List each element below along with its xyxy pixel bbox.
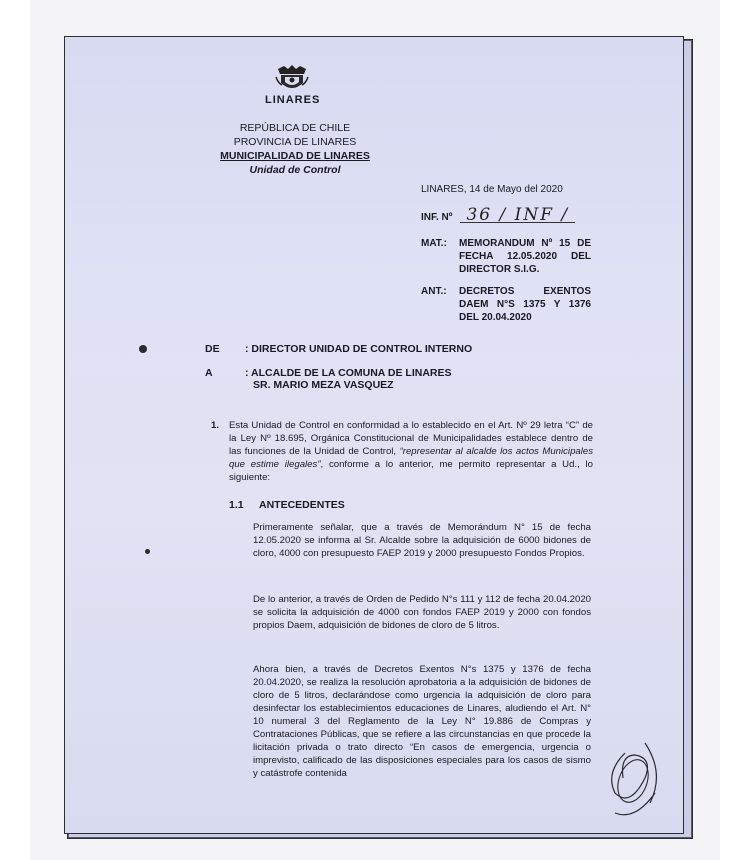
punch-hole-mark: [145, 549, 150, 554]
municipality-line: MUNICIPALIDAD DE LINARES: [220, 150, 370, 162]
intro-quote: “representar al alcalde los actos Municipales que estime ilegales”: [229, 446, 594, 470]
to-value-line1: : ALCALDE DE LA COMUNA DE LINARES: [245, 367, 452, 379]
to-label: A: [205, 367, 213, 379]
intro-text-a: Esta Unidad de Control en conformidad a lo establecido en el Art. Nº 29 letra “C” de la Ley Nº 18.695, Orgánica Constitucional de Municipalidades establece dentro de las funciones de la Unidad de Control,: [229, 420, 593, 457]
municipal-logo: [265, 65, 319, 106]
document-page: [64, 36, 684, 834]
from-line: [205, 343, 472, 355]
coat-of-arms-icon: [274, 65, 310, 93]
background-label: ANT.:: [421, 286, 447, 297]
section-title: ANTECEDENTES: [259, 499, 345, 511]
signature-scribble-icon: [595, 733, 675, 823]
background-block: [421, 285, 591, 324]
country-line: REPÚBLICA DE CHILE: [239, 122, 351, 134]
paragraph-3: Ahora bien, a través de Decretos Exentos N°s 1375 y 1376 de fecha 20.04.2020, se realiza la resolución aprobatoria a la adquisición de bidones de cloro de 5 litros, declarándose como urgencia la adquisición de cloro para desinfectar los establecimientos educaciones de Linares, aludiendo el Art. N° 10 numeral 3 del Reglamento de la Ley N° 19.886 de Compras y Contrataciones Públicas, que se refiere a las circunstancias en que procede la licitación privada o trato directo “En casos de emergencia, urgencia o imprevisto, calificado de las disposiciones especiales para los casos de sismo y catástrofe contenida: [253, 664, 591, 779]
to-value-line2: SR. MARIO MEZA VASQUEZ: [253, 379, 394, 391]
intro-text-b: , conforme a lo anterior, me permito representar a Ud., lo siguiente:: [229, 459, 593, 483]
background-value: DECRETOS EXENTOS DAEM N°S 1375 Y 1376 DEL 20.04.2020: [459, 286, 591, 323]
left-margin: [0, 0, 30, 860]
section-number: 1.1: [229, 499, 244, 511]
to-value: [245, 367, 452, 391]
report-number-handwritten: 36 / INF /: [460, 209, 575, 223]
punch-hole-mark: [139, 345, 147, 353]
right-margin: [720, 0, 750, 860]
subject-block: [421, 237, 591, 276]
document-date: LINARES, 14 de Mayo del 2020: [421, 184, 563, 195]
intro-paragraph: [211, 419, 593, 484]
paragraph-number: 1.: [211, 420, 220, 431]
unit-line: Unidad de Control: [249, 164, 341, 176]
intro-text: [229, 419, 593, 484]
section-heading: [229, 499, 345, 511]
paragraph-1: Primeramente señalar, que a través de Memorándum N° 15 de fecha 12.05.2020 se informa al Sr. Alcalde sobre la adquisición de 6000 bidones de cloro, 4000 con presupuesto FAEP 2019 y 2000 presupuesto Fondos Propios.: [253, 522, 591, 559]
letterhead: [195, 121, 395, 177]
logo-wordmark: LINARES: [265, 94, 321, 106]
to-line: [205, 367, 452, 391]
report-number-label: INF. Nº: [421, 212, 453, 223]
province-line: PROVINCIA DE LINARES: [233, 136, 357, 148]
report-number: [421, 205, 575, 225]
from-label: DE: [205, 343, 220, 355]
paragraph-2: De lo anterior, a través de Orden de Pedido N°s 111 y 112 de fecha 20.04.2020 se solicita la adquisición de 4000 con fondos FAEP 2019 y 2000 con fondos propios Daem, adquisición de bidones de cloro de 5 litros.: [253, 594, 591, 631]
subject-value: MEMORANDUM Nº 15 DE FECHA 12.05.2020 DEL DIRECTOR S.I.G.: [459, 238, 591, 275]
from-value: : DIRECTOR UNIDAD DE CONTROL INTERNO: [245, 343, 473, 355]
subject-label: MAT.:: [421, 238, 447, 249]
